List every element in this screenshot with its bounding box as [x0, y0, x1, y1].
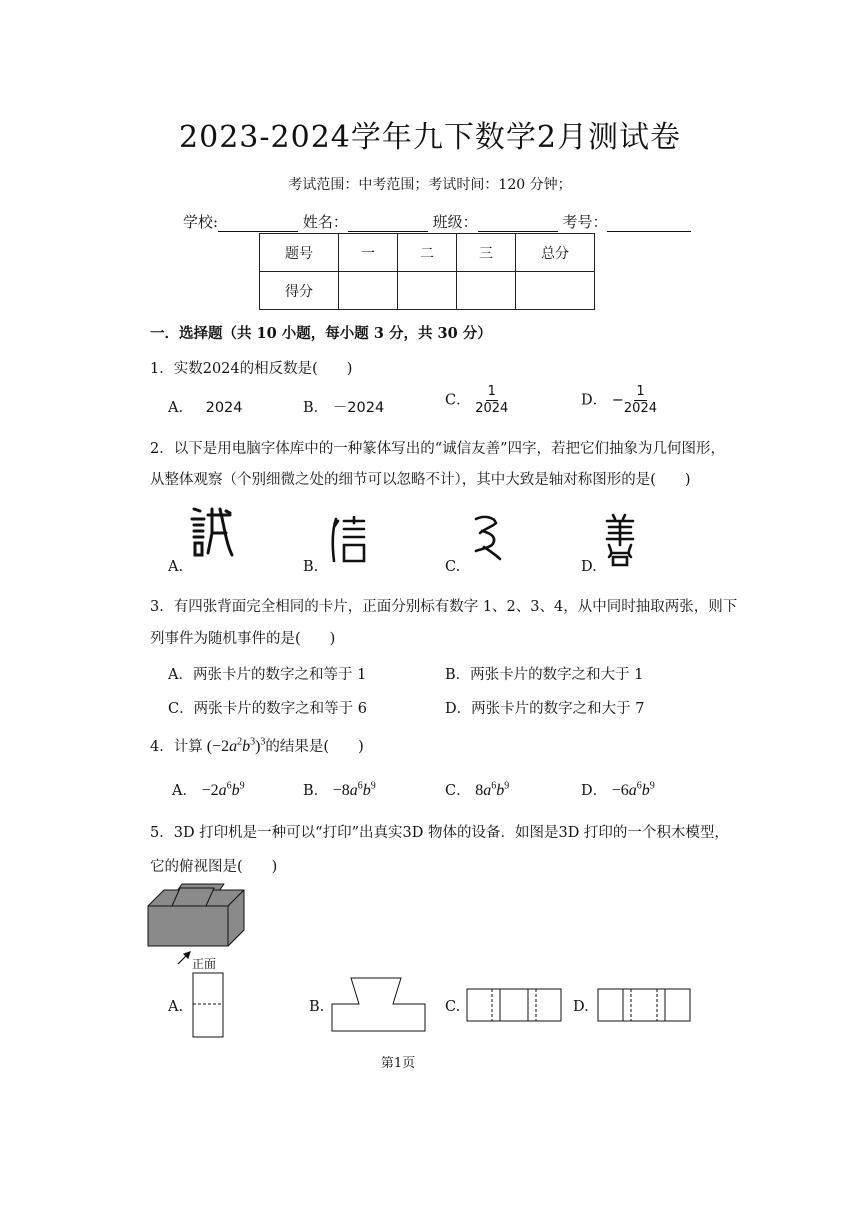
- fraction: [624, 384, 657, 417]
- option-expression: $-6a^6b^9$: [611, 780, 655, 799]
- option-expression: $-8a^6b^9$: [332, 780, 376, 799]
- option-label: D．: [581, 783, 608, 799]
- q5-stem-line2: 它的俯视图是( ): [150, 859, 278, 875]
- q3-option-a[interactable]: A．两张卡片的数字之和等于 1: [168, 667, 367, 683]
- info-line: [183, 211, 691, 232]
- school-field[interactable]: [218, 217, 298, 232]
- score-table: [259, 233, 595, 310]
- q5-option-c-figure: [466, 988, 564, 1024]
- q4-option-d[interactable]: [581, 779, 655, 800]
- q5-option-a-label[interactable]: A.: [168, 999, 184, 1015]
- score-header-cell: 一: [339, 234, 398, 272]
- q2-option-b-label[interactable]: B.: [303, 559, 319, 575]
- q2-option-a-label[interactable]: A.: [168, 559, 184, 575]
- q5-option-d-figure: [597, 988, 693, 1024]
- q3-option-c[interactable]: C．两张卡片的数字之和等于 6: [168, 701, 367, 717]
- option-label: C．: [445, 783, 471, 799]
- q5-option-b-label[interactable]: B.: [309, 999, 325, 1015]
- page-title: 2023-2024学年九下数学2月测试卷: [179, 120, 681, 155]
- q2-stem-line1: 2．以下是用电脑字体库中的一种篆体写出的“诚信友善”四字，若把它们抽象为几何图形，: [150, 441, 726, 457]
- option-label: B．: [303, 400, 329, 416]
- q5-option-a-figure: [192, 972, 224, 1040]
- class-field[interactable]: [478, 217, 558, 232]
- section-heading: 一．选择题（共 10 小题，每小题 3 分，共 30 分）: [150, 325, 492, 342]
- q5-option-d-label[interactable]: D.: [573, 999, 589, 1015]
- class-label: 班级：: [432, 213, 478, 231]
- option-label: A．: [172, 783, 197, 799]
- score-header-cell: 总分: [516, 234, 595, 272]
- q4-stem-pre: 4．计算: [150, 739, 203, 755]
- seal-glyph-xin-icon: [328, 515, 368, 563]
- option-expression: $8a^6b^9$: [475, 780, 510, 799]
- q3-option-d[interactable]: D．两张卡片的数字之和大于 7: [445, 701, 645, 717]
- q4-option-b[interactable]: [303, 779, 376, 800]
- q4-option-c[interactable]: [445, 779, 509, 800]
- score-cell[interactable]: [339, 272, 398, 310]
- q5-option-c-label[interactable]: C.: [445, 999, 461, 1015]
- q2-stem-line2: 从整体观察（个别细微之处的细节可以忽略不计），其中大致是轴对称图形的是( ): [150, 472, 691, 488]
- q4-stem: [150, 735, 364, 756]
- q2-option-c-label[interactable]: C.: [445, 559, 461, 575]
- q4-stem-post: 的结果是( ): [265, 739, 364, 755]
- number-label: 考号：: [562, 213, 608, 231]
- fraction-numerator: 1: [636, 384, 645, 399]
- q3-stem-line1: 3．有四张背面完全相同的卡片，正面分别标有数字 1、2、3、4，从中同时抽取两张，则下: [150, 599, 738, 615]
- q5-stem-line1: 5．3D 打印机是一种可以“打印”出真实3D 物体的设备．如图是3D 打印的一个积木模型，: [150, 825, 729, 841]
- q2-option-d-label[interactable]: D.: [581, 559, 597, 575]
- score-header-cell: 题号: [260, 234, 339, 272]
- option-value: －2024: [332, 400, 385, 416]
- fraction-numerator: 1: [487, 384, 496, 399]
- q1-option-d[interactable]: [581, 384, 657, 417]
- q4-option-a[interactable]: [172, 779, 245, 800]
- fraction: [475, 384, 508, 417]
- front-label: 正面: [192, 957, 217, 971]
- option-label: A．: [168, 400, 193, 416]
- q3-option-b[interactable]: B．两张卡片的数字之和大于 1: [445, 667, 644, 683]
- exam-range: 考试范围：中考范围；考试时间：120 分钟；: [288, 177, 572, 193]
- score-header-row: [260, 234, 595, 272]
- option-label: D．: [581, 392, 608, 409]
- q1-option-a[interactable]: [168, 396, 243, 417]
- option-expression: $-2a^6b^9$: [201, 780, 245, 799]
- score-cell[interactable]: [516, 272, 595, 310]
- score-header-cell: 三: [457, 234, 516, 272]
- score-header-cell: 二: [398, 234, 457, 272]
- score-row-label: 得分: [260, 272, 339, 310]
- q1-stem: 1．实数2024的相反数是( ): [150, 361, 353, 377]
- q1-option-b[interactable]: [303, 396, 384, 417]
- option-label: B．: [303, 783, 329, 799]
- q5-option-b-figure: [331, 977, 427, 1033]
- minus-sign: −: [611, 392, 624, 409]
- seal-glyph-you-icon: [470, 513, 506, 563]
- score-row: [260, 272, 595, 310]
- page-number: 第1页: [380, 1056, 416, 1071]
- name-label: 姓名：: [302, 213, 348, 231]
- school-label: 学校:: [183, 213, 219, 231]
- seal-glyph-shan-icon: [603, 513, 637, 567]
- score-cell[interactable]: [398, 272, 457, 310]
- name-field[interactable]: [348, 217, 428, 232]
- fraction-denominator: 2024: [475, 401, 509, 416]
- score-cell[interactable]: [457, 272, 516, 310]
- option-value: 2024: [205, 400, 243, 416]
- q4-expression: $(-2a^2b^3)^3$: [202, 736, 266, 755]
- q3-stem-line2: 列事件为随机事件的是( ): [150, 631, 336, 647]
- arrow-icon: [176, 950, 192, 966]
- seal-glyph-cheng-icon: [190, 505, 234, 561]
- option-label: C．: [445, 392, 471, 409]
- block-model-figure: [146, 880, 250, 952]
- fraction-denominator: 2024: [623, 401, 657, 416]
- q1-option-c[interactable]: [445, 384, 508, 417]
- number-field[interactable]: [607, 217, 691, 232]
